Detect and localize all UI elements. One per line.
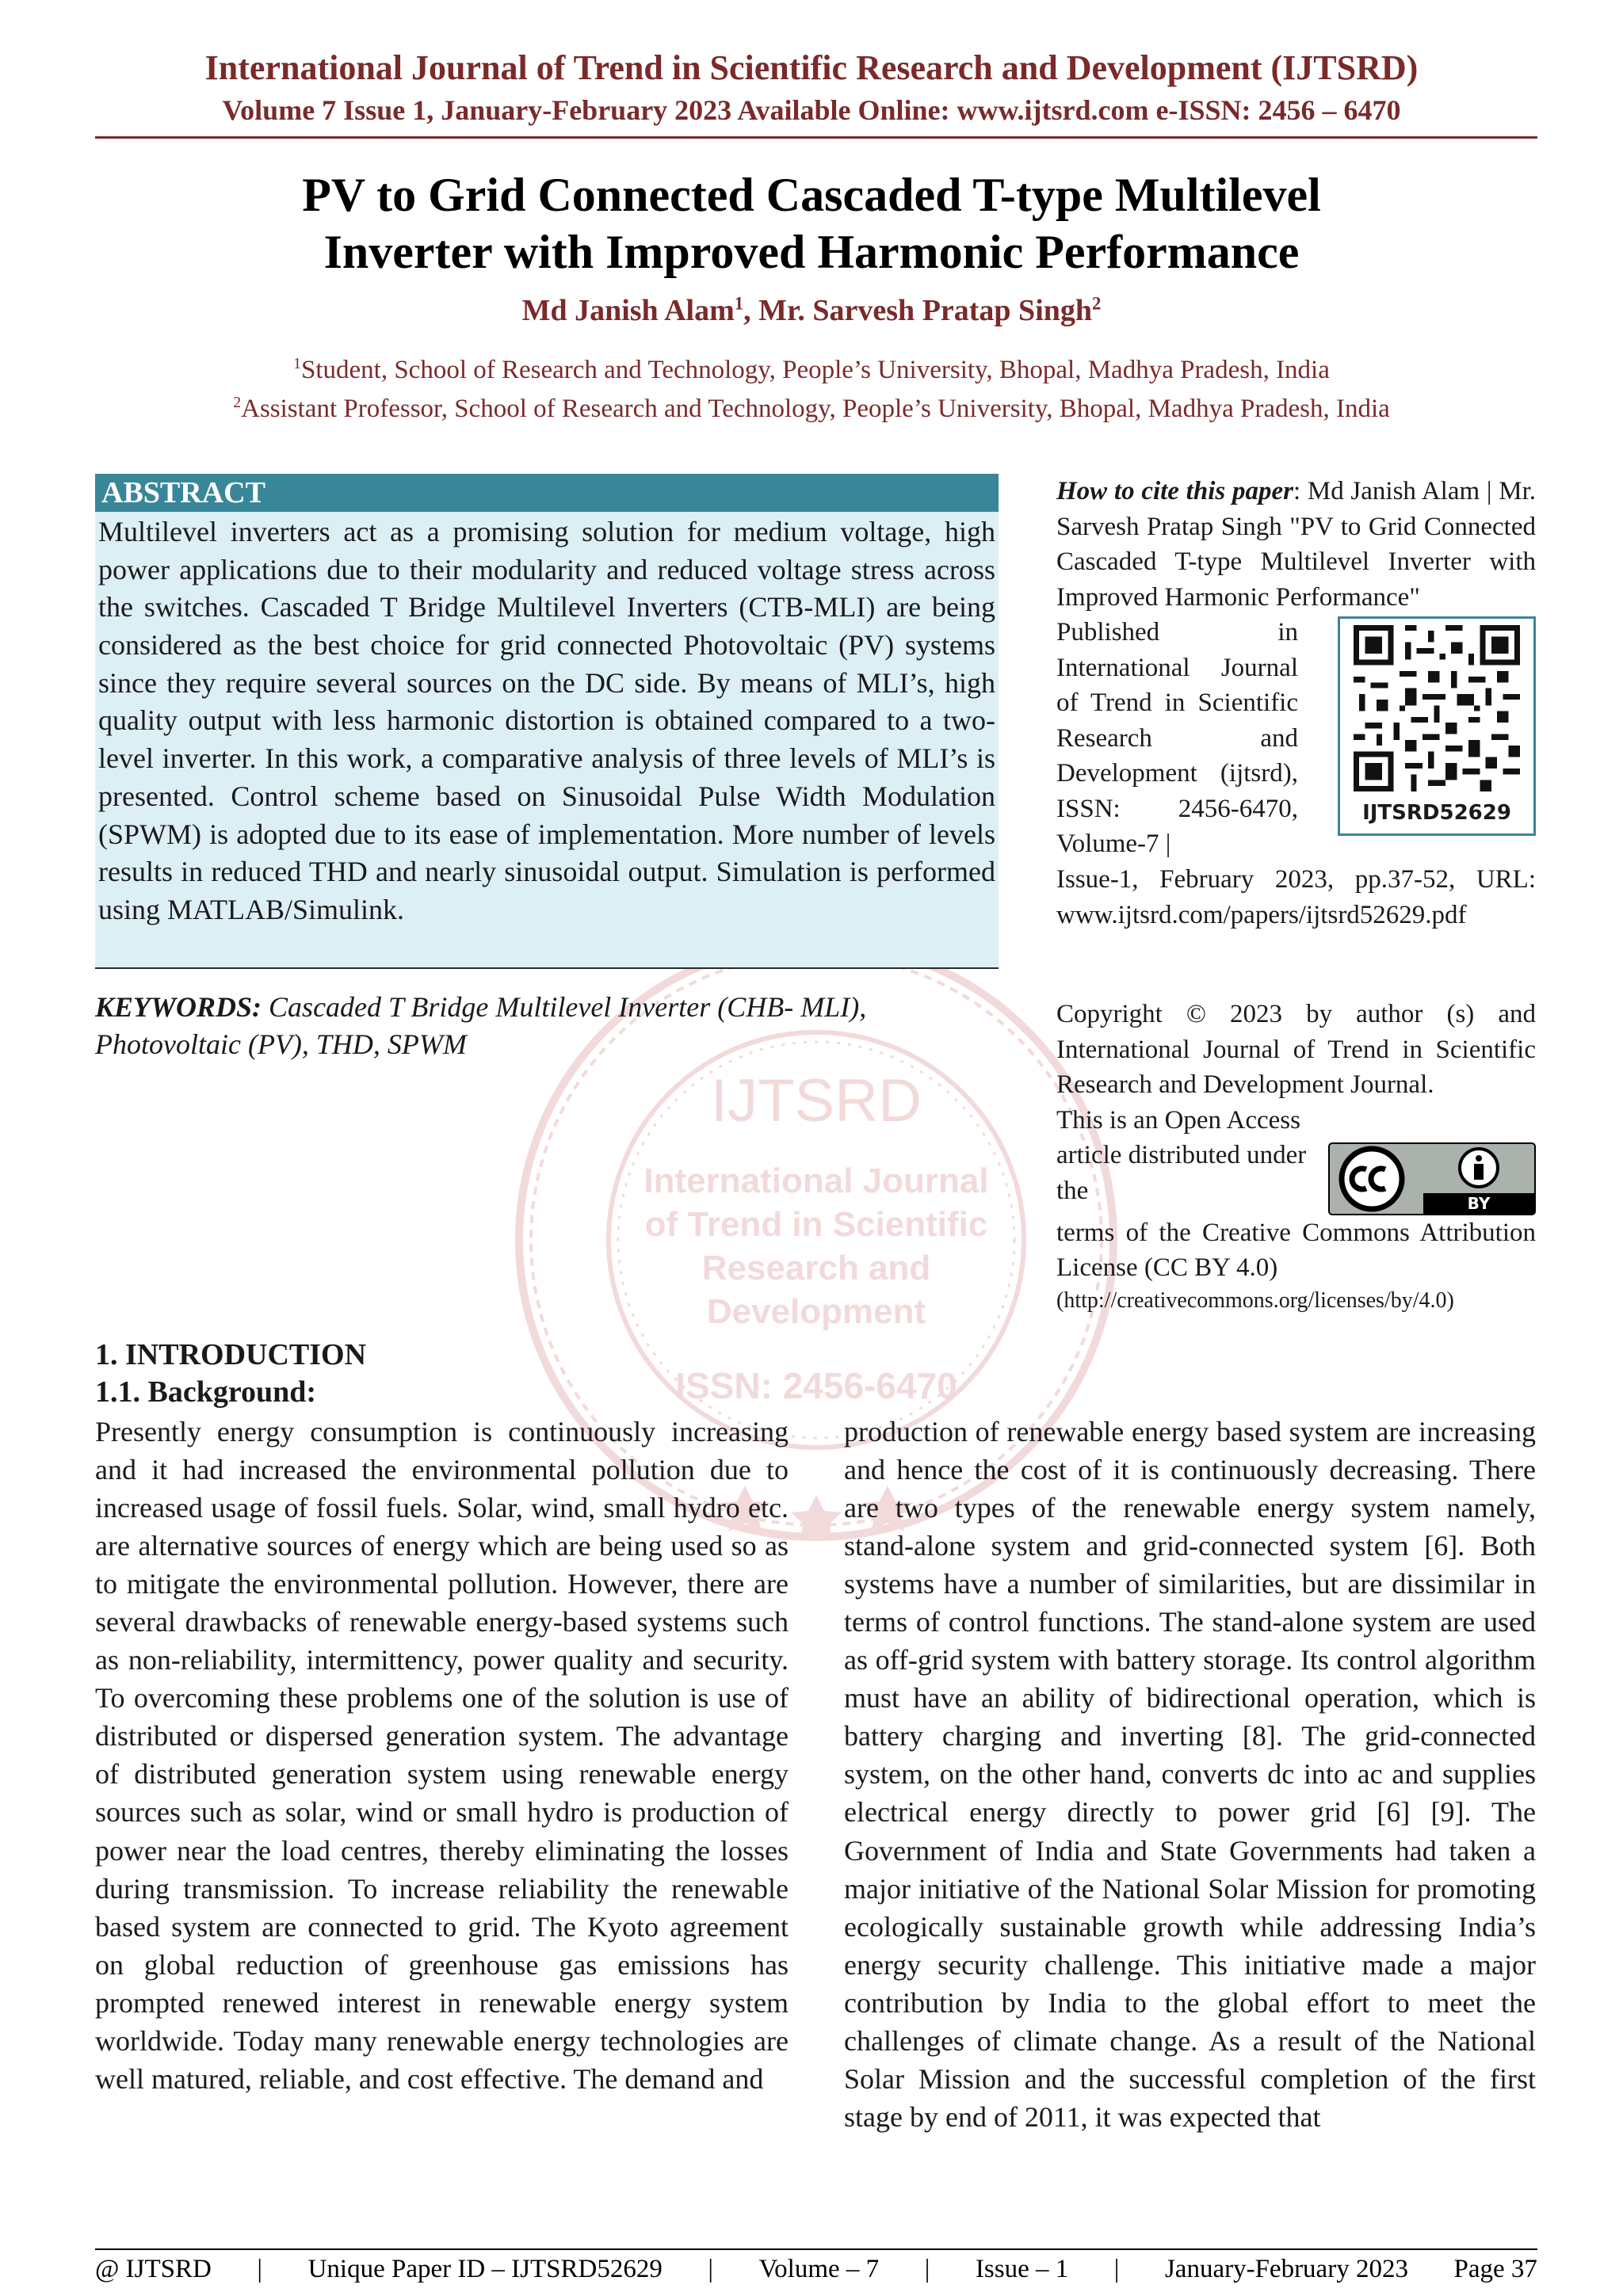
author-1-sup: 1	[734, 293, 744, 314]
keywords-label: KEYWORDS:	[95, 991, 262, 1023]
seal-issn: ISSN: 2456-6470	[675, 1365, 957, 1406]
citation-middle: Published in International Journal of Trend in Scientific Research and Development (ijtsrd), ISSN: 2456-6470, Volume-7 |	[1056, 618, 1298, 859]
affiliation-2-sup: 2	[233, 394, 242, 411]
body-column-right: production of renewable energy based system are increasing and hence the cost of it is continuously decreasing. There are two types of the renewable energy system namely, stand-alone system and grid-connected system [6]. Both systems have a number of similarities, but are dissimilar in terms of control functions. The stand-alone system are used as off-grid system with battery storage. Its control algorithm must have an ability of bidirectional operation, which is battery charging and inverting [8]. The grid-connected system, on the other hand, converts dc into ac and supplies electrical energy directly to power grid [6] [9]. The Government of India and State Governments had taken a major initiative of the National Solar Mission for promoting ecologically sustainable growth while addressing India’s energy security challenge. This initiative made a major contribution by India to the global effort to meet the challenges of climate change. As a result of the National Solar Mission and the successful completion of the first stage by end of 2011, it was expected that	[844, 1416, 1536, 2133]
author-2: Mr. Sarvesh Pratap Singh	[758, 294, 1093, 327]
copyright-block	[1056, 997, 1536, 1316]
affiliation-1-text: Student, School of Research and Technology, People’s University, Bhopal, Madhya Pradesh, India	[300, 356, 1330, 384]
copyright-first: Copyright © 2023 by author (s) and International Journal of Trend in Scientific Research and Development Journal.	[1056, 1000, 1536, 1100]
paper-title-line1: PV to Grid Connected Cascaded T-type Multilevel	[302, 169, 1321, 221]
citation-block	[1056, 474, 1536, 933]
abstract-text: Multilevel inverters act as a promising solution for medium voltage, high power applications due to their modularity and reduced voltage stress across the switches. Cascaded T Bridge Multilevel Inverters (CTB-MLI) are being considered as the best choice for grid connected Photovoltaic (PV) systems since they require several sources on the DC side. By means of MLI’s, high quality output with less harmonic distortion is obtained compared to a two-level inverter. In this work, a comparative analysis of three levels of MLI’s is presented. Control scheme based on Sinusoidal Pulse Width Modulation (SPWM) is adopted due to its ease of implementation. More number of levels results in reduced THD and nearly sinusoidal output. Simulation is performed using MATLAB/Simulink.	[98, 516, 995, 925]
affiliation-1	[0, 355, 1623, 385]
affiliation-2	[0, 394, 1623, 424]
copyright-rest: terms of the Creative Commons Attribution License (CC BY 4.0)	[1056, 1218, 1536, 1283]
footer-page: Page 37	[1453, 2255, 1537, 2283]
citation-first	[1056, 474, 1536, 615]
section-heading: 1. INTRODUCTION	[95, 1338, 367, 1371]
author-2-sup: 2	[1092, 293, 1102, 314]
cc-by-license-icon[interactable]	[1328, 1142, 1536, 1215]
abstract-heading: ABSTRACT	[95, 474, 999, 512]
footer-issue: Issue – 1	[975, 2255, 1069, 2283]
seal-line-3: Research and	[701, 1249, 931, 1287]
copyright-row	[1056, 1103, 1536, 1215]
keywords	[95, 989, 999, 1063]
seal-line-2: of Trend in Scientific	[644, 1205, 988, 1244]
citation-label: How to cite this paper	[1056, 477, 1293, 505]
footer-sep-1: |	[257, 2255, 262, 2283]
author-separator: ,	[743, 294, 759, 327]
footer-sep-2: |	[708, 2255, 714, 2283]
footer-rule	[95, 2248, 1537, 2250]
seal-line-1: International Journal	[643, 1161, 989, 1200]
journal-meta: Volume 7 Issue 1, January-February 2023 Available Online: www.ijtsrd.com e-ISSN: 2456 – 6470	[222, 94, 1401, 126]
abstract-box	[95, 474, 999, 969]
affiliation-1-sup: 1	[293, 355, 301, 372]
qr-code-box[interactable]	[1338, 616, 1536, 836]
footer-paper-id: Unique Paper ID – IJTSRD52629	[307, 2255, 663, 2283]
footer	[95, 2255, 1537, 2284]
affiliation-2-text: Assistant Professor, School of Research and Technology, People’s University, Bhopal, Madhya Pradesh, India	[241, 395, 1390, 423]
citation-row	[1056, 615, 1536, 862]
qr-code-icon	[1354, 625, 1520, 791]
footer-site: @ IJTSRD	[95, 2255, 212, 2283]
footer-sep-3: |	[924, 2255, 930, 2283]
paper-title	[0, 166, 1623, 280]
qr-label: IJTSRD52629	[1362, 801, 1511, 826]
header-rule	[95, 136, 1537, 139]
paper-title-line2: Inverter with Improved Harmonic Performance	[323, 226, 1300, 278]
footer-date: January-February 2023	[1164, 2255, 1408, 2283]
license-url[interactable]: (http://creativecommons.org/licenses/by/4.0)	[1056, 1287, 1454, 1313]
citation-text: : Md Janish Alam | Mr. Sarvesh Pratap Singh "PV to Grid Connected Cascaded T-type Multilevel Inverter with Improved Harmonic Performance"	[1056, 477, 1537, 612]
seal-name: IJTSRD	[711, 1067, 922, 1135]
footer-volume: Volume – 7	[758, 2255, 880, 2283]
authors	[0, 293, 1623, 328]
journal-title: International Journal of Trend in Scientific Research and Development (IJTSRD)	[204, 48, 1419, 87]
cc-by-label: BY	[1467, 1193, 1491, 1213]
copyright-middle: This is an Open Access article distributed under the	[1056, 1105, 1307, 1205]
subsection-heading: 1.1. Background:	[95, 1375, 317, 1409]
keywords-text: Cascaded T Bridge Multilevel Inverter (CHB- MLI), Photovoltaic (PV), THD, SPWM	[95, 991, 867, 1060]
author-1: Md Janish Alam	[521, 294, 735, 327]
citation-rest: Issue-1, February 2023, pp.37-52, URL: www.ijtsrd.com/papers/ijtsrd52629.pdf	[1056, 865, 1536, 929]
seal-line-4: Development	[706, 1292, 926, 1331]
body-column-left: Presently energy consumption is continuously increasing and it had increased the environmental pollution due to increased usage of fossil fuels. Solar, wind, small hydro etc. are alternative sources of energy which are being used so as to mitigate the environmental pollution. However, there are several drawbacks of renewable energy-based systems such as non-reliability, intermittency, power quality and security. To overcoming these problems one of the solution is use of distributed or dispersed generation system. The advantage of distributed generation system using renewable energy sources such as solar, wind or small hydro is production of power near the load centres, thereby eliminating the losses during transmission. To increase reliability the renewable based system are connected to grid. The Kyoto agreement on global reduction of greenhouse gas emissions has prompted renewed interest in renewable energy system worldwide. Today many renewable energy technologies are well matured, reliable, and cost effective. The demand and	[95, 1416, 789, 2095]
footer-sep-4: |	[1113, 2255, 1120, 2283]
